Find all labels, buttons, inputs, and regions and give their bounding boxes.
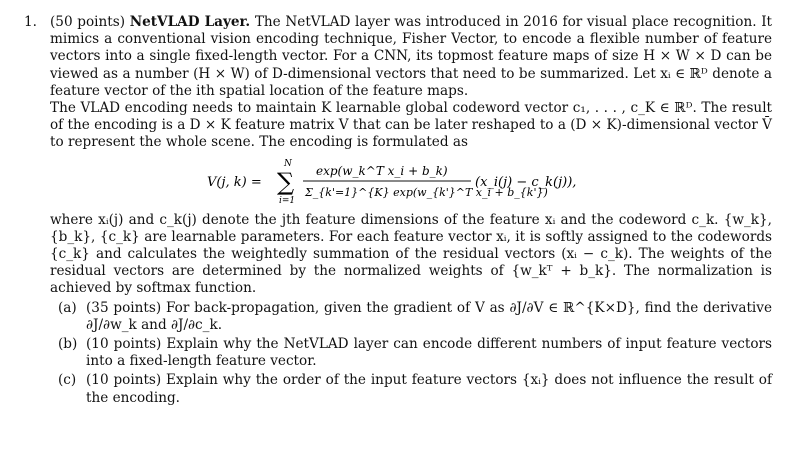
where-paragraph: where xᵢ(j) and c_k(j) denote the jth feature dimensions of the feature xᵢ and the codeword c_k. {w_k}, {b_k}, {c_k} are learnable parameters. For each feature vector xᵢ, it is softly assigned to the codewords {c_k} and calculates the weightedly summation of the residual vectors (xᵢ − c_k). The weights of the residual vectors are determined by the normalized weights of {w_kᵀ + b_k}. The normalization is achieved by softmax function. — [50, 211, 772, 297]
subquestion-a — [58, 300, 772, 334]
intro-text: The NetVLAD layer was introduced in 2016 for visual place recognition. It mimics a conventional vision encoding technique, Fisher Vector, to encode a flexible number of feature vectors into a single fixed-length vector. For a CNN, its topmost feature maps of size H × W × D can be viewed as a number (H × W) of D-dimensional vectors that need to be summarized. Let xᵢ ∈ ℝᴰ denote a feature vector of the ith spatial location of the feature maps. — [50, 14, 773, 99]
subquestion-label: (b) — [58, 336, 78, 353]
subquestion-list — [58, 300, 772, 407]
eq-numerator: exp(w_k^T x_i + b_k) — [316, 163, 448, 178]
eq-sum-bottom: i=1 — [279, 195, 296, 206]
subquestion-b — [58, 336, 772, 370]
subquestion-text: (10 points) Explain why the NetVLAD layer can encode different numbers of input feature vectors into a fixed-length feature vector. — [86, 336, 772, 370]
subquestion-c — [58, 372, 772, 406]
eq-sum-symbol: ∑ — [277, 167, 295, 196]
equation-svg — [191, 156, 631, 206]
problem-number: 1. — [24, 14, 37, 30]
subquestion-label: (c) — [58, 372, 77, 389]
problem-1 — [24, 14, 772, 407]
vlad-paragraph: The VLAD encoding needs to maintain K learnable global codeword vector c₁, . . . , c_K ∈ ℝᴰ. The result of the encoding is a D × K feature matrix V that can be later reshaped to a (D × K)-dimensional vector V̄ to represent the whole scene. The encoding is formulated as — [50, 100, 772, 151]
eq-sum-top: N — [284, 158, 292, 169]
encoding-equation — [50, 156, 772, 206]
eq-lhs: V(j, k) = — [207, 174, 262, 190]
eq-tail: (x_i(j) − c_k(j)), — [475, 174, 577, 190]
subquestion-label: (a) — [58, 299, 77, 316]
subquestion-text: (10 points) Explain why the order of the input feature vectors {xᵢ} does not influence the result of the encoding. — [86, 372, 772, 406]
eq-denominator: Σ_{k'=1}^{K} exp(w_{k'}^T x_i + b_{k'}) — [305, 185, 548, 199]
problem-title: NetVLAD Layer. — [129, 14, 251, 30]
subquestion-text: (35 points) For back-propagation, given the gradient of V as ∂J/∂V ∈ ℝ^{K×D}, find the derivative ∂J/∂w_k and ∂J/∂c_k. — [86, 299, 772, 333]
problem-body — [50, 14, 772, 407]
intro-paragraph — [50, 14, 772, 100]
problem-points: (50 points) — [50, 14, 126, 30]
